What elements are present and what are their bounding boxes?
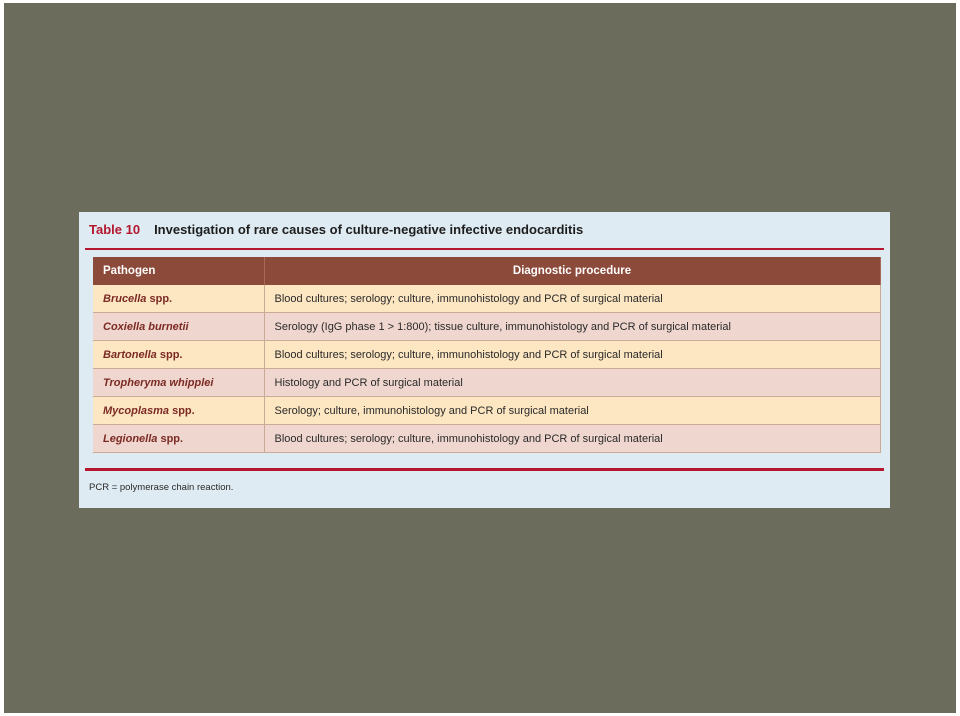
procedure-cell: Blood cultures; serology; culture, immunohistology and PCR of surgical material bbox=[264, 341, 880, 369]
header-pathogen: Pathogen bbox=[93, 257, 264, 285]
table-header-row bbox=[93, 257, 880, 285]
table-row bbox=[93, 425, 880, 453]
pathogen-name: Mycoplasma bbox=[103, 404, 170, 417]
pathogen-cell bbox=[93, 285, 264, 313]
table-row bbox=[93, 313, 880, 341]
procedure-cell: Serology; culture, immunohistology and PCR of surgical material bbox=[264, 397, 880, 425]
top-rule bbox=[85, 248, 884, 250]
table-row bbox=[93, 341, 880, 369]
pathogen-name: Legionella bbox=[103, 432, 158, 445]
slide-background bbox=[4, 3, 956, 713]
table-caption bbox=[89, 222, 583, 237]
table-row bbox=[93, 397, 880, 425]
bottom-rule bbox=[85, 468, 884, 471]
pathogen-name: Coxiella burnetii bbox=[103, 320, 189, 333]
table-title: Investigation of rare causes of culture-negative infective endocarditis bbox=[154, 222, 584, 237]
procedure-cell: Blood cultures; serology; culture, immunohistology and PCR of surgical material bbox=[264, 425, 880, 453]
pathogen-cell bbox=[93, 341, 264, 369]
pathogen-cell bbox=[93, 425, 264, 453]
procedure-cell: Serology (IgG phase 1 > 1:800); tissue culture, immunohistology and PCR of surgical material bbox=[264, 313, 880, 341]
pathogen-suffix: spp. bbox=[172, 404, 195, 417]
pathogen-suffix: spp. bbox=[149, 292, 173, 305]
procedure-cell: Blood cultures; serology; culture, immunohistology and PCR of surgical material bbox=[264, 285, 880, 313]
procedure-cell: Histology and PCR of surgical material bbox=[264, 369, 880, 397]
pathogen-cell bbox=[93, 313, 264, 341]
pathogen-suffix: spp. bbox=[160, 432, 184, 445]
pathogen-suffix: spp. bbox=[159, 348, 183, 361]
table-card bbox=[79, 212, 890, 508]
table-row bbox=[93, 369, 880, 397]
table-footnote: PCR = polymerase chain reaction. bbox=[89, 482, 234, 493]
table-number: Table 10 bbox=[89, 222, 141, 237]
pathogen-cell bbox=[93, 397, 264, 425]
pathogen-cell bbox=[93, 369, 264, 397]
header-procedure: Diagnostic procedure bbox=[264, 257, 880, 285]
table-row bbox=[93, 285, 880, 313]
pathogen-name: Bartonella bbox=[103, 348, 157, 361]
pathogen-name: Tropheryma whipplei bbox=[103, 376, 214, 389]
pathogen-name: Brucella bbox=[103, 292, 147, 305]
pathogen-table bbox=[93, 257, 881, 453]
